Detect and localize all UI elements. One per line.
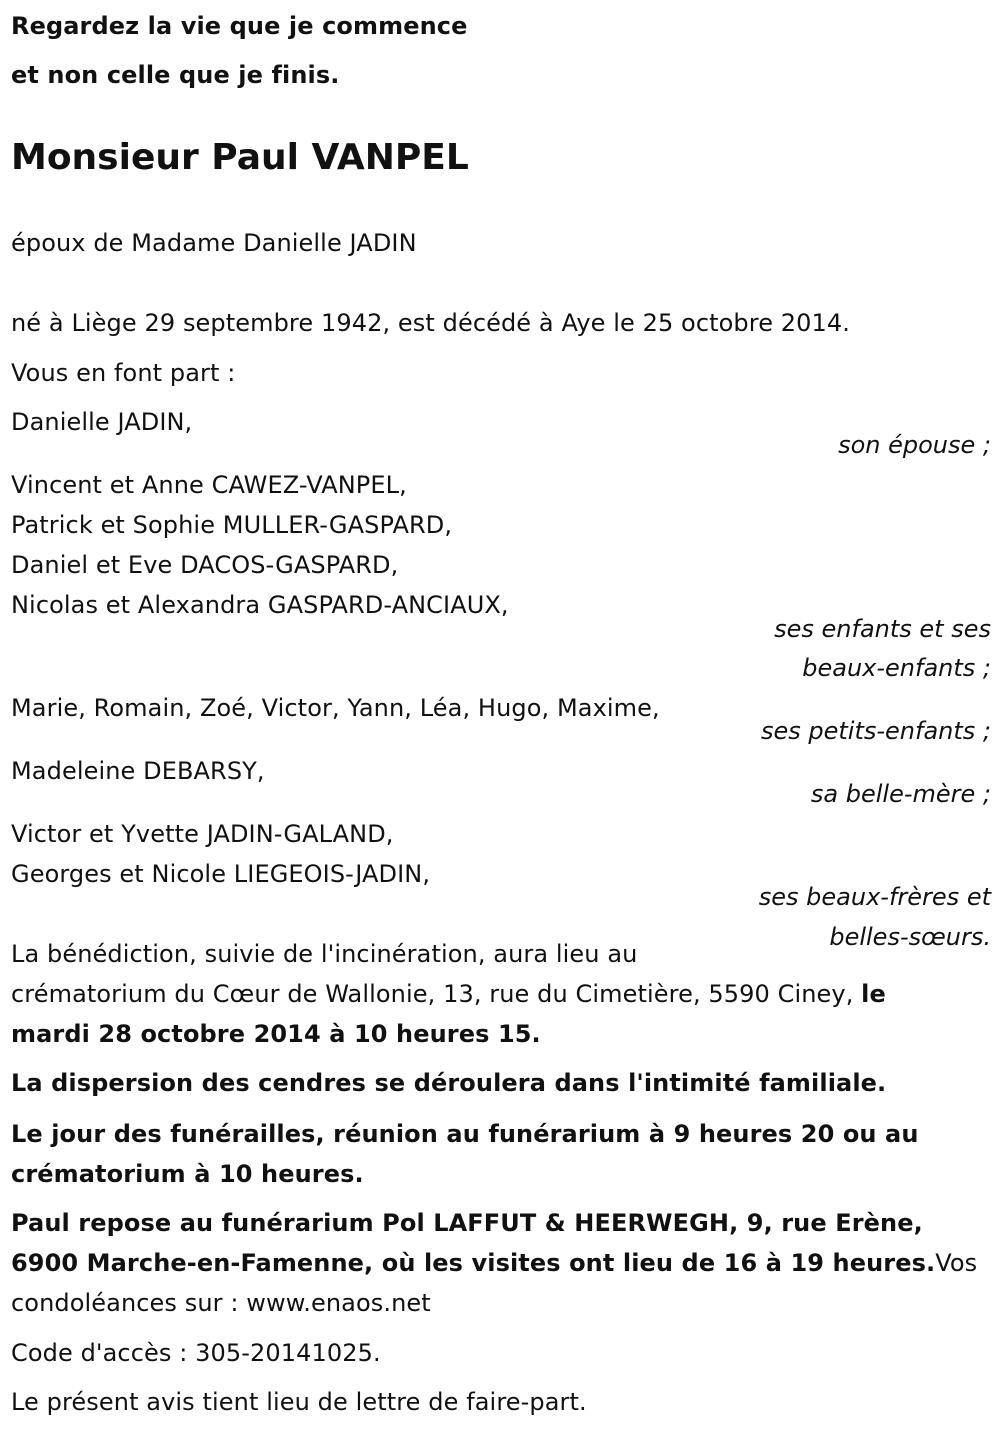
condolences-start: Vos: [935, 1249, 978, 1277]
mother-in-law-relation: sa belle-mère ;: [810, 780, 991, 808]
ceremony-line-1: La bénédiction, suivie de l'incinération, aura lieu au: [11, 940, 638, 968]
deceased-name: Monsieur Paul VANPEL: [11, 137, 469, 178]
grandchildren: Marie, Romain, Zoé, Victor, Yann, Léa, Hugo, Maxime,: [11, 694, 660, 722]
sibling-in-law-couple: Georges et Nicole LIEGEOIS-JADIN,: [11, 860, 431, 888]
visitation-hours: 6900 Marche-en-Famenne, où les visites ont lieu de 16 à 19 heures.: [11, 1249, 936, 1277]
ashes-dispersion: La dispersion des cendres se déroulera dans l'intimité familiale.: [11, 1069, 887, 1097]
children-relation-2: beaux-enfants ;: [802, 654, 991, 682]
ceremony-date-start: le: [861, 980, 886, 1008]
siblings-in-law-relation-1: ses beaux-frères et: [758, 883, 991, 911]
birth-death-line: né à Liège 29 septembre 1942, est décédé à Aye le 25 octobre 2014.: [11, 309, 851, 337]
ceremony-date: mardi 28 octobre 2014 à 10 heures 15.: [11, 1020, 541, 1048]
mother-in-law: Madeleine DEBARSY,: [11, 757, 265, 785]
child-couple: Patrick et Sophie MULLER-GASPARD,: [11, 511, 453, 539]
visitation-line-1: Paul repose au funérarium Pol LAFFUT & HEERWEGH, 9, rue Erène,: [11, 1209, 923, 1237]
siblings-in-law-relation-2: belles-sœurs.: [829, 923, 991, 951]
ceremony-line-2: [11, 980, 886, 1008]
ceremony-location: crématorium du Cœur de Wallonie, 13, rue du Cimetière, 5590 Ciney,: [11, 980, 862, 1008]
spouse-relation: son épouse ;: [838, 431, 991, 459]
spouse-name: Danielle JADIN,: [11, 408, 193, 436]
access-code: Code d'accès : 305-20141025.: [11, 1339, 381, 1367]
children-relation-1: ses enfants et ses: [774, 615, 991, 643]
grandchildren-relation: ses petits-enfants ;: [760, 717, 991, 745]
meeting-line-2: crématorium à 10 heures.: [11, 1160, 364, 1188]
obituary-notice: [11, 0, 991, 1437]
announcers-intro: Vous en font part :: [11, 359, 236, 387]
child-couple: Daniel et Eve DACOS-GASPARD,: [11, 551, 399, 579]
spouse-line: époux de Madame Danielle JADIN: [11, 229, 417, 257]
closing-note: Le présent avis tient lieu de lettre de faire-part.: [11, 1388, 587, 1416]
child-couple: Vincent et Anne CAWEZ-VANPEL,: [11, 471, 407, 499]
visitation-line-2: [11, 1249, 977, 1277]
meeting-line-1: Le jour des funérailles, réunion au funérarium à 9 heures 20 ou au: [11, 1120, 919, 1148]
epitaph-line-1: Regardez la vie que je commence: [11, 12, 468, 40]
condolences-website: condoléances sur : www.enaos.net: [11, 1289, 431, 1317]
sibling-in-law-couple: Victor et Yvette JADIN-GALAND,: [11, 820, 394, 848]
epitaph-line-2: et non celle que je finis.: [11, 61, 340, 89]
child-couple: Nicolas et Alexandra GASPARD-ANCIAUX,: [11, 591, 509, 619]
